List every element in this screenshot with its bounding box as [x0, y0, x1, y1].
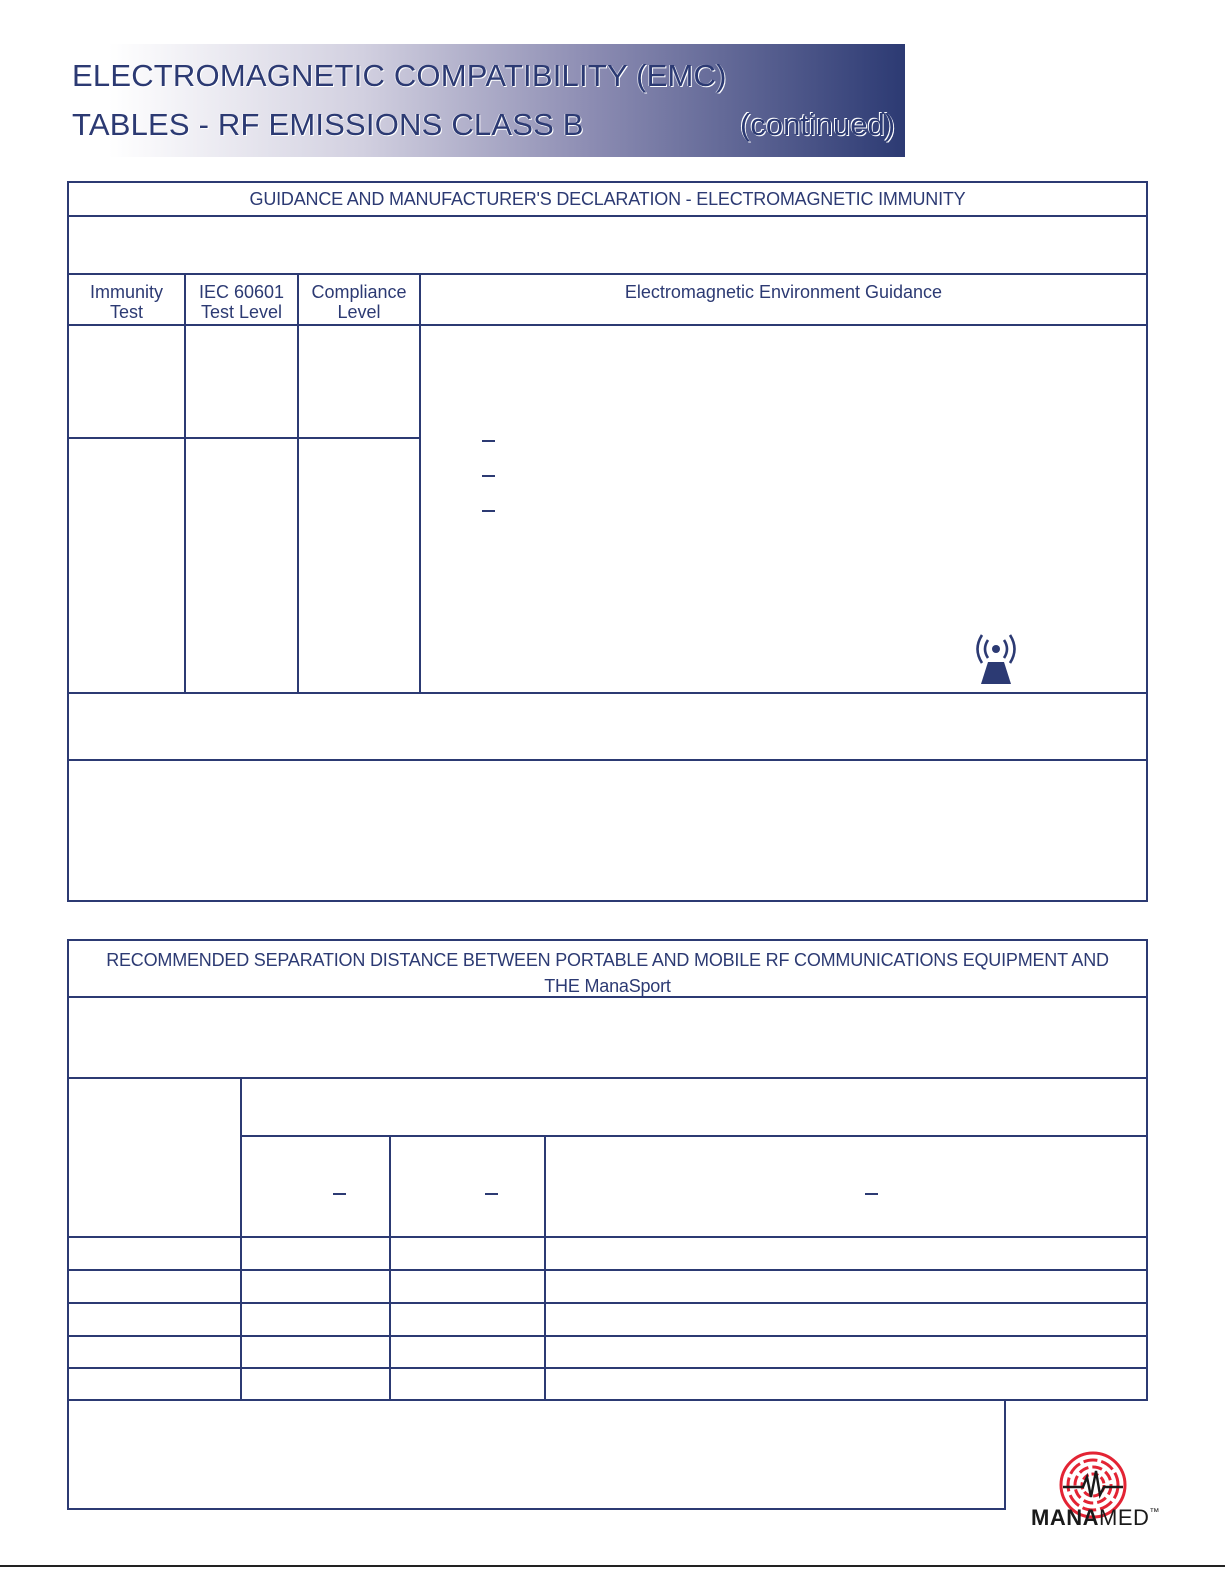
notes-box-left	[67, 1399, 69, 1510]
separation-row-divider	[67, 1367, 1148, 1369]
separation-col-divider	[544, 1135, 546, 1401]
fraction-bar	[333, 1193, 346, 1195]
immunity-row-divider	[67, 437, 421, 439]
notes-box-right	[1004, 1399, 1006, 1510]
immunity-col-divider	[184, 273, 186, 694]
fraction-bar	[482, 475, 495, 477]
notes-box-bottom	[67, 1508, 1006, 1510]
separation-row-divider	[67, 1302, 1148, 1304]
separation-row-divider	[67, 1077, 1148, 1079]
immunity-row-divider	[67, 324, 1148, 326]
separation-row-divider	[67, 1335, 1148, 1337]
immunity-col-divider	[419, 273, 421, 694]
immunity-row-divider	[67, 759, 1148, 761]
fraction-bar	[485, 1193, 498, 1195]
separation-col-divider	[240, 1077, 242, 1401]
fraction-bar	[482, 510, 495, 512]
fraction-bar	[865, 1193, 878, 1195]
column-header-immunity-test: Immunity Test	[89, 282, 163, 322]
immunity-row-divider	[67, 215, 1148, 217]
separation-row-divider	[67, 996, 1148, 998]
manamed-wordmark: MANAMED™	[1031, 1505, 1160, 1530]
column-header-test-level: IEC 60601 Test Level	[198, 282, 285, 322]
separation-table	[67, 939, 1148, 1401]
header-continued: (continued)	[740, 107, 896, 142]
immunity-col-divider	[297, 273, 299, 694]
page-bottom-rule	[0, 1565, 1225, 1567]
separation-table-title: RECOMMENDED SEPARATION DISTANCE BETWEEN PORTABLE AND MOBILE RF COMMUNICATIONS EQUIPMENT AND THE ManaSport	[106, 950, 1109, 996]
manamed-logo-icon	[1030, 1425, 1170, 1555]
immunity-row-divider	[67, 273, 1148, 275]
column-header-environment-guidance: Electromagnetic Environment Guidance	[624, 282, 943, 302]
radio-transmitter-icon	[966, 630, 1026, 686]
header-title-line-1: ELECTROMAGNETIC COMPATIBILITY (EMC)	[72, 58, 727, 93]
immunity-row-divider	[67, 692, 1148, 694]
separation-row-divider	[67, 1236, 1148, 1238]
separation-row-divider	[67, 1269, 1148, 1271]
separation-row-divider	[240, 1135, 1148, 1137]
separation-col-divider	[389, 1135, 391, 1401]
header-title-line-2: TABLES - RF EMISSIONS CLASS B	[72, 107, 584, 142]
column-header-compliance-level: Compliance Level	[311, 282, 407, 322]
immunity-table-title: GUIDANCE AND MANUFACTURER'S DECLARATION - ELECTROMAGNETIC IMMUNITY	[249, 189, 966, 209]
fraction-bar	[482, 440, 495, 442]
